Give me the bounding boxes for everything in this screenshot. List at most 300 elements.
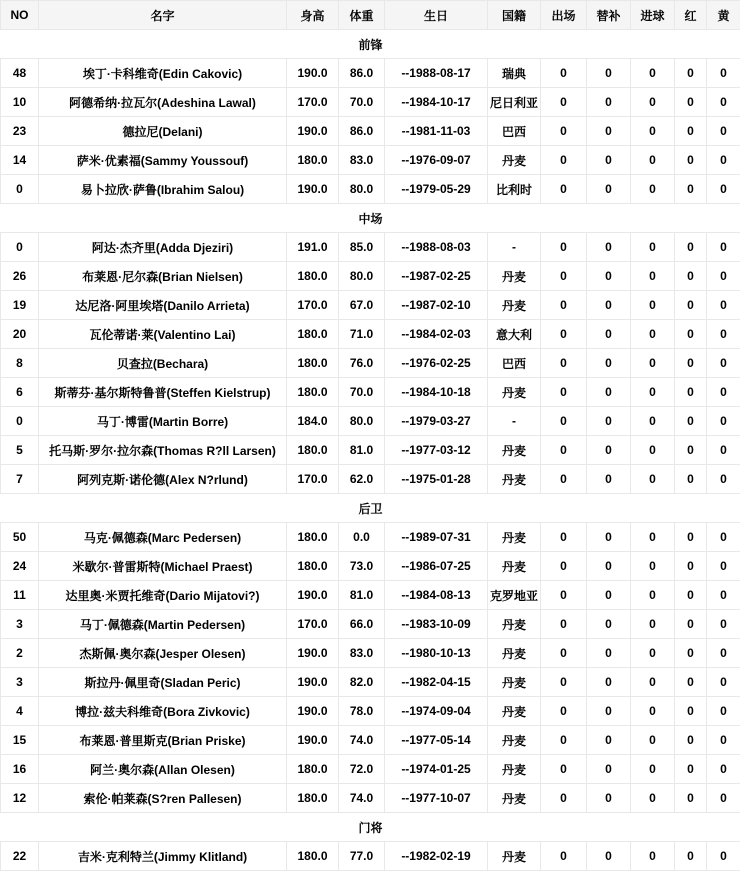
cell-no: 26	[1, 262, 39, 291]
cell-name: 阿德希纳·拉瓦尔(Adeshina Lawal)	[39, 88, 287, 117]
cell-red-cards: 0	[675, 146, 707, 175]
cell-yellow-cards: 0	[707, 117, 740, 146]
cell-no: 10	[1, 88, 39, 117]
column-header-7: 替补	[587, 1, 631, 30]
cell-name: 瓦伦蒂诺·莱(Valentino Lai)	[39, 320, 287, 349]
player-row	[1, 552, 740, 581]
cell-goals: 0	[631, 291, 675, 320]
cell-weight: 83.0	[339, 146, 385, 175]
column-header-9: 红	[675, 1, 707, 30]
cell-goals: 0	[631, 465, 675, 494]
cell-substitute: 0	[587, 262, 631, 291]
cell-goals: 0	[631, 842, 675, 871]
cell-red-cards: 0	[675, 523, 707, 552]
cell-no: 5	[1, 436, 39, 465]
cell-substitute: 0	[587, 784, 631, 813]
cell-red-cards: 0	[675, 88, 707, 117]
cell-no: 12	[1, 784, 39, 813]
cell-nationality: 丹麦	[488, 697, 541, 726]
cell-red-cards: 0	[675, 639, 707, 668]
section-row	[1, 494, 740, 523]
cell-appearances: 0	[541, 117, 587, 146]
player-row	[1, 117, 740, 146]
cell-weight: 70.0	[339, 88, 385, 117]
player-row	[1, 349, 740, 378]
cell-red-cards: 0	[675, 842, 707, 871]
cell-birthday: --1974-09-04	[385, 697, 488, 726]
cell-name: 阿列克斯·诺伦德(Alex N?rlund)	[39, 465, 287, 494]
cell-birthday: --1979-05-29	[385, 175, 488, 204]
cell-name: 吉米·克利特兰(Jimmy Klitland)	[39, 842, 287, 871]
cell-height: 180.0	[287, 349, 339, 378]
cell-appearances: 0	[541, 88, 587, 117]
cell-red-cards: 0	[675, 610, 707, 639]
cell-weight: 70.0	[339, 378, 385, 407]
cell-substitute: 0	[587, 465, 631, 494]
cell-name: 布莱恩·尼尔森(Brian Nielsen)	[39, 262, 287, 291]
cell-no: 16	[1, 755, 39, 784]
cell-name: 贝查拉(Bechara)	[39, 349, 287, 378]
player-row	[1, 726, 740, 755]
cell-weight: 0.0	[339, 523, 385, 552]
cell-red-cards: 0	[675, 175, 707, 204]
cell-yellow-cards: 0	[707, 407, 740, 436]
column-header-1: 名字	[39, 1, 287, 30]
cell-appearances: 0	[541, 436, 587, 465]
cell-red-cards: 0	[675, 59, 707, 88]
cell-nationality: 丹麦	[488, 610, 541, 639]
cell-no: 15	[1, 726, 39, 755]
cell-red-cards: 0	[675, 378, 707, 407]
cell-yellow-cards: 0	[707, 523, 740, 552]
cell-nationality: 丹麦	[488, 842, 541, 871]
cell-name: 阿达·杰齐里(Adda Djeziri)	[39, 233, 287, 262]
cell-yellow-cards: 0	[707, 697, 740, 726]
cell-yellow-cards: 0	[707, 668, 740, 697]
cell-birthday: --1980-10-13	[385, 639, 488, 668]
player-row	[1, 842, 740, 871]
cell-no: 7	[1, 465, 39, 494]
cell-birthday: --1988-08-03	[385, 233, 488, 262]
cell-appearances: 0	[541, 697, 587, 726]
cell-yellow-cards: 0	[707, 233, 740, 262]
cell-red-cards: 0	[675, 755, 707, 784]
cell-yellow-cards: 0	[707, 784, 740, 813]
cell-substitute: 0	[587, 407, 631, 436]
cell-weight: 86.0	[339, 117, 385, 146]
cell-weight: 85.0	[339, 233, 385, 262]
cell-height: 180.0	[287, 320, 339, 349]
section-title: 后卫	[1, 494, 740, 523]
cell-red-cards: 0	[675, 552, 707, 581]
cell-height: 180.0	[287, 784, 339, 813]
cell-substitute: 0	[587, 88, 631, 117]
cell-nationality: 丹麦	[488, 262, 541, 291]
cell-no: 4	[1, 697, 39, 726]
cell-birthday: --1984-08-13	[385, 581, 488, 610]
cell-height: 180.0	[287, 146, 339, 175]
cell-weight: 73.0	[339, 552, 385, 581]
cell-yellow-cards: 0	[707, 262, 740, 291]
cell-height: 170.0	[287, 465, 339, 494]
cell-red-cards: 0	[675, 407, 707, 436]
cell-substitute: 0	[587, 610, 631, 639]
player-row	[1, 784, 740, 813]
cell-nationality: 丹麦	[488, 436, 541, 465]
cell-goals: 0	[631, 668, 675, 697]
cell-goals: 0	[631, 610, 675, 639]
player-row	[1, 175, 740, 204]
cell-nationality: 瑞典	[488, 59, 541, 88]
cell-appearances: 0	[541, 552, 587, 581]
cell-birthday: --1982-02-19	[385, 842, 488, 871]
cell-weight: 71.0	[339, 320, 385, 349]
cell-goals: 0	[631, 378, 675, 407]
cell-nationality: -	[488, 233, 541, 262]
cell-birthday: --1976-02-25	[385, 349, 488, 378]
cell-appearances: 0	[541, 465, 587, 494]
cell-no: 48	[1, 59, 39, 88]
cell-birthday: --1976-09-07	[385, 146, 488, 175]
cell-appearances: 0	[541, 291, 587, 320]
cell-goals: 0	[631, 88, 675, 117]
cell-height: 190.0	[287, 175, 339, 204]
player-row	[1, 465, 740, 494]
cell-substitute: 0	[587, 639, 631, 668]
cell-appearances: 0	[541, 639, 587, 668]
cell-nationality: 丹麦	[488, 378, 541, 407]
player-row	[1, 581, 740, 610]
cell-name: 布莱恩·普里斯克(Brian Priske)	[39, 726, 287, 755]
cell-yellow-cards: 0	[707, 581, 740, 610]
cell-birthday: --1989-07-31	[385, 523, 488, 552]
player-row	[1, 407, 740, 436]
cell-yellow-cards: 0	[707, 610, 740, 639]
cell-appearances: 0	[541, 610, 587, 639]
cell-weight: 72.0	[339, 755, 385, 784]
cell-birthday: --1979-03-27	[385, 407, 488, 436]
cell-substitute: 0	[587, 59, 631, 88]
cell-substitute: 0	[587, 117, 631, 146]
column-header-4: 生日	[385, 1, 488, 30]
cell-no: 11	[1, 581, 39, 610]
cell-weight: 66.0	[339, 610, 385, 639]
cell-red-cards: 0	[675, 320, 707, 349]
cell-nationality: 尼日利亚	[488, 88, 541, 117]
roster-body	[1, 30, 740, 871]
cell-name: 马丁·佩德森(Martin Pedersen)	[39, 610, 287, 639]
cell-substitute: 0	[587, 552, 631, 581]
cell-nationality: 丹麦	[488, 523, 541, 552]
cell-red-cards: 0	[675, 668, 707, 697]
column-header-0: NO	[1, 1, 39, 30]
player-row	[1, 523, 740, 552]
cell-weight: 74.0	[339, 784, 385, 813]
cell-yellow-cards: 0	[707, 320, 740, 349]
cell-yellow-cards: 0	[707, 726, 740, 755]
player-row	[1, 320, 740, 349]
cell-red-cards: 0	[675, 436, 707, 465]
cell-name: 德拉尼(Delani)	[39, 117, 287, 146]
cell-goals: 0	[631, 581, 675, 610]
cell-yellow-cards: 0	[707, 175, 740, 204]
cell-yellow-cards: 0	[707, 639, 740, 668]
cell-no: 8	[1, 349, 39, 378]
cell-appearances: 0	[541, 59, 587, 88]
cell-nationality: 巴西	[488, 349, 541, 378]
player-row	[1, 88, 740, 117]
cell-name: 索伦·帕莱森(S?ren Pallesen)	[39, 784, 287, 813]
cell-height: 190.0	[287, 639, 339, 668]
cell-birthday: --1986-07-25	[385, 552, 488, 581]
cell-name: 斯蒂芬·基尔斯特鲁普(Steffen Kielstrup)	[39, 378, 287, 407]
cell-red-cards: 0	[675, 233, 707, 262]
cell-yellow-cards: 0	[707, 842, 740, 871]
cell-nationality: 巴西	[488, 117, 541, 146]
cell-appearances: 0	[541, 523, 587, 552]
cell-nationality: 丹麦	[488, 465, 541, 494]
cell-yellow-cards: 0	[707, 552, 740, 581]
cell-height: 180.0	[287, 378, 339, 407]
cell-nationality: 丹麦	[488, 291, 541, 320]
cell-birthday: --1984-10-18	[385, 378, 488, 407]
cell-red-cards: 0	[675, 726, 707, 755]
column-header-3: 体重	[339, 1, 385, 30]
cell-weight: 81.0	[339, 436, 385, 465]
cell-name: 阿兰·奥尔森(Allan Olesen)	[39, 755, 287, 784]
cell-birthday: --1988-08-17	[385, 59, 488, 88]
cell-no: 22	[1, 842, 39, 871]
cell-yellow-cards: 0	[707, 146, 740, 175]
cell-goals: 0	[631, 262, 675, 291]
cell-birthday: --1977-05-14	[385, 726, 488, 755]
cell-nationality: 丹麦	[488, 726, 541, 755]
cell-no: 20	[1, 320, 39, 349]
section-title: 中场	[1, 204, 740, 233]
cell-birthday: --1974-01-25	[385, 755, 488, 784]
cell-nationality: 丹麦	[488, 639, 541, 668]
cell-nationality: 丹麦	[488, 668, 541, 697]
player-row	[1, 697, 740, 726]
column-header-8: 进球	[631, 1, 675, 30]
cell-height: 180.0	[287, 552, 339, 581]
cell-appearances: 0	[541, 842, 587, 871]
cell-height: 170.0	[287, 610, 339, 639]
cell-weight: 67.0	[339, 291, 385, 320]
header-row	[1, 1, 740, 30]
cell-yellow-cards: 0	[707, 378, 740, 407]
cell-no: 0	[1, 407, 39, 436]
cell-goals: 0	[631, 755, 675, 784]
player-row	[1, 755, 740, 784]
cell-substitute: 0	[587, 349, 631, 378]
cell-appearances: 0	[541, 320, 587, 349]
cell-substitute: 0	[587, 436, 631, 465]
player-row	[1, 610, 740, 639]
cell-birthday: --1987-02-10	[385, 291, 488, 320]
cell-no: 3	[1, 610, 39, 639]
player-row	[1, 668, 740, 697]
cell-substitute: 0	[587, 378, 631, 407]
cell-appearances: 0	[541, 262, 587, 291]
cell-yellow-cards: 0	[707, 436, 740, 465]
cell-birthday: --1987-02-25	[385, 262, 488, 291]
cell-no: 0	[1, 175, 39, 204]
cell-height: 191.0	[287, 233, 339, 262]
cell-substitute: 0	[587, 320, 631, 349]
cell-name: 达尼洛·阿里埃塔(Danilo Arrieta)	[39, 291, 287, 320]
cell-appearances: 0	[541, 755, 587, 784]
cell-height: 170.0	[287, 88, 339, 117]
cell-birthday: --1983-10-09	[385, 610, 488, 639]
cell-red-cards: 0	[675, 291, 707, 320]
cell-nationality: 丹麦	[488, 784, 541, 813]
cell-weight: 83.0	[339, 639, 385, 668]
cell-yellow-cards: 0	[707, 465, 740, 494]
cell-weight: 80.0	[339, 175, 385, 204]
cell-no: 2	[1, 639, 39, 668]
cell-substitute: 0	[587, 175, 631, 204]
cell-yellow-cards: 0	[707, 755, 740, 784]
cell-weight: 76.0	[339, 349, 385, 378]
cell-nationality: 丹麦	[488, 146, 541, 175]
cell-substitute: 0	[587, 842, 631, 871]
cell-yellow-cards: 0	[707, 88, 740, 117]
section-title: 前锋	[1, 30, 740, 59]
cell-nationality: 丹麦	[488, 552, 541, 581]
cell-birthday: --1984-10-17	[385, 88, 488, 117]
cell-goals: 0	[631, 407, 675, 436]
cell-height: 180.0	[287, 842, 339, 871]
cell-substitute: 0	[587, 146, 631, 175]
cell-goals: 0	[631, 784, 675, 813]
cell-name: 达里奥·米贾托维奇(Dario Mijatovi?)	[39, 581, 287, 610]
cell-red-cards: 0	[675, 349, 707, 378]
cell-name: 博拉·兹夫科维奇(Bora Zivkovic)	[39, 697, 287, 726]
cell-substitute: 0	[587, 726, 631, 755]
cell-goals: 0	[631, 233, 675, 262]
cell-weight: 80.0	[339, 262, 385, 291]
cell-substitute: 0	[587, 668, 631, 697]
cell-name: 萨米·优素福(Sammy Youssouf)	[39, 146, 287, 175]
player-row	[1, 233, 740, 262]
player-row	[1, 291, 740, 320]
cell-goals: 0	[631, 697, 675, 726]
player-row	[1, 262, 740, 291]
cell-substitute: 0	[587, 697, 631, 726]
cell-red-cards: 0	[675, 784, 707, 813]
cell-appearances: 0	[541, 668, 587, 697]
cell-red-cards: 0	[675, 581, 707, 610]
cell-red-cards: 0	[675, 117, 707, 146]
cell-yellow-cards: 0	[707, 291, 740, 320]
cell-nationality: 意大利	[488, 320, 541, 349]
cell-substitute: 0	[587, 581, 631, 610]
player-row	[1, 639, 740, 668]
cell-height: 184.0	[287, 407, 339, 436]
cell-height: 190.0	[287, 697, 339, 726]
cell-goals: 0	[631, 552, 675, 581]
cell-goals: 0	[631, 175, 675, 204]
cell-nationality: 比利时	[488, 175, 541, 204]
cell-substitute: 0	[587, 755, 631, 784]
section-row	[1, 813, 740, 842]
cell-name: 马丁·博雷(Martin Borre)	[39, 407, 287, 436]
cell-name: 易卜拉欣·萨鲁(Ibrahim Salou)	[39, 175, 287, 204]
cell-goals: 0	[631, 639, 675, 668]
cell-weight: 81.0	[339, 581, 385, 610]
cell-weight: 82.0	[339, 668, 385, 697]
cell-height: 190.0	[287, 726, 339, 755]
column-header-5: 国籍	[488, 1, 541, 30]
cell-goals: 0	[631, 117, 675, 146]
player-row	[1, 378, 740, 407]
cell-no: 19	[1, 291, 39, 320]
cell-height: 190.0	[287, 581, 339, 610]
cell-goals: 0	[631, 349, 675, 378]
cell-birthday: --1984-02-03	[385, 320, 488, 349]
cell-goals: 0	[631, 436, 675, 465]
cell-appearances: 0	[541, 175, 587, 204]
cell-appearances: 0	[541, 726, 587, 755]
cell-no: 14	[1, 146, 39, 175]
cell-red-cards: 0	[675, 465, 707, 494]
cell-goals: 0	[631, 59, 675, 88]
cell-yellow-cards: 0	[707, 59, 740, 88]
player-row	[1, 59, 740, 88]
player-row	[1, 436, 740, 465]
cell-appearances: 0	[541, 233, 587, 262]
cell-birthday: --1977-10-07	[385, 784, 488, 813]
cell-height: 170.0	[287, 291, 339, 320]
cell-goals: 0	[631, 320, 675, 349]
cell-name: 埃丁·卡科维奇(Edin Cakovic)	[39, 59, 287, 88]
cell-substitute: 0	[587, 233, 631, 262]
cell-birthday: --1981-11-03	[385, 117, 488, 146]
cell-no: 50	[1, 523, 39, 552]
cell-weight: 78.0	[339, 697, 385, 726]
cell-goals: 0	[631, 726, 675, 755]
cell-red-cards: 0	[675, 697, 707, 726]
cell-birthday: --1977-03-12	[385, 436, 488, 465]
cell-height: 180.0	[287, 262, 339, 291]
cell-weight: 77.0	[339, 842, 385, 871]
cell-nationality: 克罗地亚	[488, 581, 541, 610]
cell-height: 180.0	[287, 436, 339, 465]
cell-appearances: 0	[541, 581, 587, 610]
section-title: 门将	[1, 813, 740, 842]
cell-substitute: 0	[587, 291, 631, 320]
cell-weight: 74.0	[339, 726, 385, 755]
cell-nationality: 丹麦	[488, 755, 541, 784]
cell-no: 24	[1, 552, 39, 581]
cell-height: 190.0	[287, 668, 339, 697]
cell-name: 米歇尔·普雷斯特(Michael Praest)	[39, 552, 287, 581]
cell-name: 托马斯·罗尔·拉尔森(Thomas R?ll Larsen)	[39, 436, 287, 465]
cell-no: 3	[1, 668, 39, 697]
cell-yellow-cards: 0	[707, 349, 740, 378]
player-row	[1, 146, 740, 175]
cell-appearances: 0	[541, 146, 587, 175]
cell-birthday: --1982-04-15	[385, 668, 488, 697]
cell-no: 23	[1, 117, 39, 146]
cell-name: 马克·佩德森(Marc Pedersen)	[39, 523, 287, 552]
column-header-2: 身高	[287, 1, 339, 30]
cell-appearances: 0	[541, 784, 587, 813]
cell-birthday: --1975-01-28	[385, 465, 488, 494]
cell-appearances: 0	[541, 378, 587, 407]
cell-appearances: 0	[541, 349, 587, 378]
